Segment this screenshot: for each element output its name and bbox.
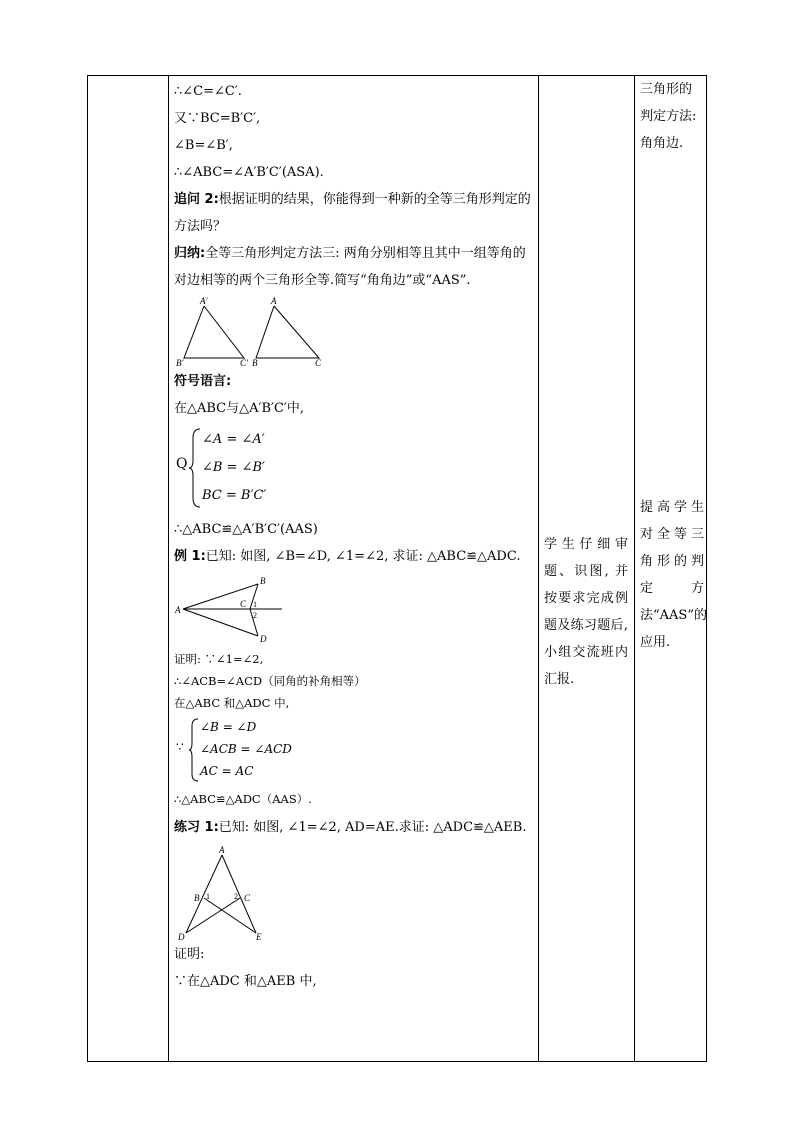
vertex-label: E xyxy=(256,932,262,941)
vertex-label: B xyxy=(194,893,200,903)
brace-icon xyxy=(188,426,202,510)
angle-label: 1 xyxy=(206,892,210,901)
design-intent-top: 三角形的判定方法: 角角边. xyxy=(640,82,697,151)
vertex-label: B xyxy=(252,358,258,368)
proof-line: ∴∠ABC=∠A′B′C′(ASA). xyxy=(174,165,324,180)
condition-list: ∠A = ∠A′ ∠B = ∠B′ BC = B′C′ xyxy=(202,432,267,503)
design-intent-cell xyxy=(634,76,708,1061)
vertex-label: B xyxy=(260,576,266,586)
teaching-process-cell xyxy=(168,76,538,1061)
condition-brace-group xyxy=(174,426,532,510)
example-proof-line: ∴△ABC≌△ADC（AAS）. xyxy=(174,792,312,806)
practice-proof-line: ∵在△ADC 和△AEB 中, xyxy=(174,974,317,989)
figure-example-1 xyxy=(174,574,294,644)
example-1: 例 1:已知: 如图, ∠B=∠D, ∠1=∠2, 求证: △ABC≌△ADC. xyxy=(174,549,521,564)
lesson-table xyxy=(87,75,707,1062)
symbol-conclusion: ∴△ABC≌△A′B′C′(AAS) xyxy=(174,522,318,537)
vertex-label: D xyxy=(260,634,267,644)
practice-1: 练习 1:已知: 如图, ∠1=∠2, AD=AE.求证: △ADC≌△AEB. xyxy=(174,820,527,835)
proof-line: ∠B=∠B′, xyxy=(174,138,233,153)
example-condition-list: ∠B = ∠D ∠ACB = ∠ACD AC = AC xyxy=(200,720,292,778)
vertex-label: C′ xyxy=(240,358,248,368)
because-symbol: ∵ xyxy=(176,740,184,754)
student-activity-cell xyxy=(538,76,634,1061)
example-proof-line: 证明: ∵∠1=∠2, xyxy=(174,652,264,666)
therefore-symbol: Q xyxy=(176,456,188,472)
follow-up-question: 追问 2:根据证明的结果，你能得到一种新的全等三角形判定的方法吗？ xyxy=(174,192,531,234)
angle-label: 1 xyxy=(253,600,257,609)
vertex-label: A′ xyxy=(200,296,208,306)
vertex-label: D xyxy=(178,932,185,941)
vertex-label: C xyxy=(240,599,247,609)
figure-two-triangles xyxy=(174,296,344,368)
vertex-label: C xyxy=(315,358,322,368)
symbol-language-label: 符号语言: xyxy=(174,374,232,389)
vertex-label: A xyxy=(271,296,277,306)
angle-label: 2 xyxy=(234,892,238,901)
vertex-label: B′ xyxy=(176,358,184,368)
practice-proof-line: 证明: xyxy=(174,947,205,962)
example-proof-line: 在△ABC 和△ADC 中, xyxy=(174,696,290,710)
design-intent-bottom: 提高学生对全等三角形的判定方法“AAS”的应用. xyxy=(640,500,707,650)
symbol-intro: 在△ABC与△A′B′C′中, xyxy=(174,401,305,416)
brace-icon xyxy=(188,716,200,784)
example-brace-group xyxy=(174,716,532,784)
proof-line: 又∵BC=B′C′, xyxy=(174,111,261,126)
angle-label: 2 xyxy=(253,611,257,620)
vertex-label: A xyxy=(175,605,181,615)
proof-line: ∴∠C=∠C′. xyxy=(174,84,242,99)
example-proof-line: ∴∠ACB=∠ACD（同角的补角相等） xyxy=(174,674,366,688)
summary: 归纳:全等三角形判定方法三: 两角分别相等且其中一组等角的对边相等的两个三角形全等.简写“角角边”或“AAS”. xyxy=(174,246,526,288)
student-activity-text: 学生仔细审题、识图, 并按要求完成例题及练习题后, 小组交流班内汇报. xyxy=(544,537,628,687)
vertex-label: C xyxy=(244,893,251,903)
vertex-label: A xyxy=(219,845,225,855)
figure-practice-1 xyxy=(174,845,274,941)
